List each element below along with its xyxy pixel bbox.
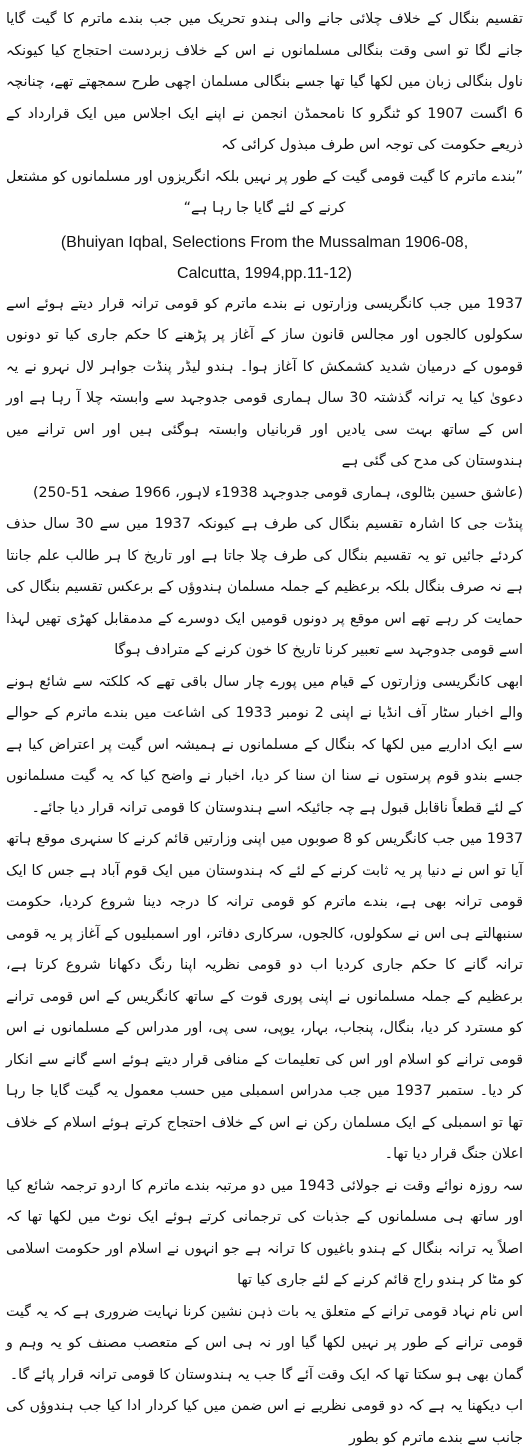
paragraph-nawa-e-waqt: سہ روزہ نوائے وقت نے جولائی 1943 میں دو مرتبہ بندے ماترم کا اردو ترجمہ شائع کیا اور ساتھ ہی مسلمانوں کے جذبات کی ترجمانی کرتے ہوئے ایک نوٹ میں لکھا تھا کہ اصلاً یہ ترانہ بنگال کے ہندو باغیوں کا ترانہ ہے جو انہوں نے اسلام اور حکومت اسلامی کو مٹا کر ہندو راج قائم کرنے کے لئے جاری کیا تھا (6, 1177, 523, 1288)
paragraph-two-nation-theory: اب دیکھنا یہ ہے کہ دو قومی نظریے نے اس ضمن میں کیا کردار ادا کیا جب ہندوؤں کی جانب سے بندے ماترم کو بطور (6, 1398, 523, 1446)
paragraph-eight-provinces: 1937 میں جب کانگریس کو 8 صوبوں میں اپنی وزارتیں قائم کرنے کا سنہری موقع ہاتھ آیا تو اس نے دنیا پر یہ ثابت کرنے کے لئے کہ ہندوستان میں ایک قوم آباد ہے جس کا ایک قومی ترانہ بھی ہے، بندے ماترم کو قومی ترانہ کا درجہ دینا شروع کردیا، حکومت سنبھالتے ہی اس نے سکولوں، کالجوں، سرکاری دفاتر، اور اسمبلیوں کے آغاز پر یہ قومی ترانہ گانے کا حکم جاری کردیا اب دو قومی نظریہ اپنا رنگ دکھانا شروع کرتا ہے، برعظیم کے جملہ مسلمانوں نے اپنی پوری قوت کے ساتھ کانگریس کے اس قومی ترانے کو مسترد کر دیا، بنگال، پنجاب، بہار، یوپی، سی پی، اور مدراس کے مسلمانوں نے اس قومی ترانے کو اسلام اور اس کی تعلیمات کے منافی قرار دیتے ہوئے اسے گانے سے انکار کر دیا۔ ستمبر 1937 میں جب مدراس اسمبلی میں حسب معمول یہ گیت گایا جا رہا تھا تو اسمبلی کے ایک مسلمان رکن نے اس کے خلاف احتجاج کرتے ہوئے اسلام کے خلاف اعلان جنگ قرار دیا تھا۔ (6, 831, 523, 1162)
paragraph-national-anthem: اس نام نہاد قومی ترانے کے متعلق یہ بات ذہن نشین کرنا نہایت ضروری ہے کہ یہ گیت قومی ترانے کے طور پر نہیں لکھا گیا اور نہ ہی اس کے متعصب مصنف کو یہ وہم و گمان بھی ہو سکتا تھا کہ ایک وقت آئے گا جب یہ ہندوستان کا قومی ترانہ قرار پائے گا۔ (6, 1303, 523, 1383)
quoted-resolution: ”بندے ماترم کا گیت قومی گیت کے طور پر نہیں بلکہ انگریزوں اور مسلمانوں کو مشتعل کرنے کے لئے گایا جا رہا ہے“ (6, 168, 523, 216)
paragraph-pandit-reference: پنڈت جی کا اشارہ تقسیم بنگال کی طرف ہے کیونکہ 1937 میں سے 30 سال حذف کردئے جائیں تو یہ تقسیم بنگال کی طرف چلا جاتا ہے اور تاریخ کا ہر طالب علم جانتا ہے نہ صرف بنگال بلکہ برعظیم کے جملہ مسلمان ہندوؤں کے برعکس تقسیم بنگال کی حمایت کر رہے تھے اس موقع پر دونوں قومیں ایک دوسرے کے مدمقابل کھڑی تھیں لہذا اسے قومی جدوجہد سے تعبیر کرنا تاریخ کا خون کرنے کے مترادف ہوگا (6, 516, 523, 658)
paragraph-star-of-india: ابھی کانگریسی وزارتوں کے قیام میں پورے چار سال باقی تھے کہ کلکتہ سے شائع ہونے والے اخبار سٹار آف انڈیا نے اپنی 2 نومبر 1933 کی اشاعت میں بندے ماترم کے حوالے سے ایک اداریے میں لکھا کہ بنگال کے مسلمانوں نے ہمیشہ اس گیت پر اعتراض کیا ہے جسے بندو قوم پرستوں نے سنا ان سنا کر دیا، اخبار نے واضح کیا کہ یہ گیت مسلمانوں کے لئے قطعاً ناقابل قبول ہے چہ جائیکہ اسے ہندوستان کا قومی ترانہ قرار دیا جائے۔ (6, 673, 523, 816)
paragraph-partition-of-bengal: تقسیم بنگال کے خلاف چلائی جانے والی ہندو تحریک میں جب بندے ماترم کا گیت گایا جانے لگا تو اسی وقت بنگالی مسلمانوں نے اس کے خلاف زبردست احتجاج کیا کیونکہ ناول بنگالی زبان میں لکھا گیا تھا جسے بنگالی مسلمان اچھی طرح سمجھتے تھے، چنانچہ 6 اگست 1907 کو ٹنگرو کا نامحمڈن انجمن نے اپنے ایک اجلاس میں ایک قرارداد کے ذریعے حکومت کی توجہ اس طرف مبذول کرائی کہ (6, 11, 524, 153)
english-citation (6, 227, 523, 289)
citation-line-1: (Bhuiyan Iqbal, Selections From the Mussalman 1906-08, (60, 233, 469, 251)
paragraph-1937-ministries: 1937 میں جب کانگریسی وزارتوں نے بندے ماترم کو قومی ترانہ قرار دیتے ہوئے اسے سکولوں کالجوں اور مجالس قانون ساز کے آغاز پر پڑھنے کا حکم جاری کیا تو دونوں قوموں کے درمیان شدید کشمکش کا آغاز ہوا۔ ہندو لیڈر پنڈت جواہر لال نہرو نے یہ دعویٰ کیا یہ ترانہ گذشتہ 30 سال ہماری قومی جدوجہد سے وابستہ چلا آ رہا ہے اور اس کے ساتھ بہت سی یادیں اور قربانیاں وابستہ ہوگئی ہیں اور اس ترانے میں ہندوستان کی مدح کی گئی ہے (6, 295, 523, 469)
citation-line-2: Calcutta, 1994,pp.11-12) (177, 264, 352, 282)
paragraph-reference: (عاشق حسین بٹالوی، ہماری قومی جدوجہد 1938ء لاہور، 1966 صفحہ 51-250) (32, 484, 523, 501)
